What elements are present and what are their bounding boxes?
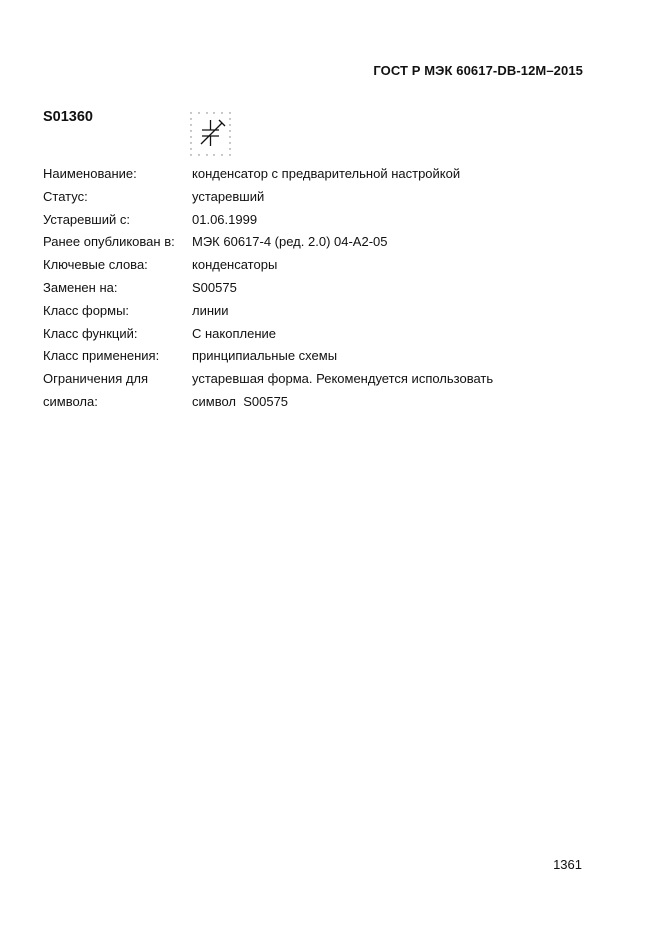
field-label: Устаревший с: bbox=[43, 211, 130, 227]
standard-header: ГОСТ Р МЭК 60617-DB-12M–2015 bbox=[373, 63, 583, 78]
field-label: символа: bbox=[43, 393, 98, 409]
symbol-code: S01360 bbox=[43, 109, 93, 125]
field-row-restrictions-cont bbox=[43, 391, 583, 414]
field-value: линии bbox=[192, 302, 229, 318]
field-row-restrictions bbox=[43, 368, 583, 391]
attribute-list bbox=[43, 163, 583, 414]
field-value: конденсатор с предварительной настройкой bbox=[192, 166, 461, 181]
field-value: S00575 bbox=[192, 279, 237, 295]
field-row-replaced-by bbox=[43, 277, 583, 300]
field-label: Заменен на: bbox=[43, 279, 118, 295]
field-label: Класс формы: bbox=[43, 302, 130, 318]
field-label: Ключевые слова: bbox=[43, 257, 148, 273]
field-row-status bbox=[43, 186, 583, 209]
field-value: символ S00575 bbox=[192, 393, 289, 409]
field-label: Класс функций: bbox=[43, 325, 138, 341]
field-row-function-class bbox=[43, 323, 583, 346]
field-row-form-class bbox=[43, 300, 583, 323]
preset-capacitor-symbol-icon bbox=[189, 110, 233, 156]
field-row-obsolete-since bbox=[43, 209, 583, 232]
field-label: Ранее опубликован в: bbox=[43, 234, 175, 250]
field-value: С накопление bbox=[192, 325, 276, 341]
field-label: Класс применения: bbox=[43, 348, 160, 364]
field-row-previously-published bbox=[43, 231, 583, 254]
field-value: МЭК 60617-4 (ред. 2.0) 04-A2-05 bbox=[192, 234, 388, 250]
field-value: устаревший bbox=[192, 188, 265, 204]
field-label: Статус: bbox=[43, 188, 88, 204]
field-value: конденсаторы bbox=[192, 257, 278, 273]
field-value: устаревшая форма. Рекомендуется использовать bbox=[192, 371, 494, 387]
field-row-application-class bbox=[43, 345, 583, 368]
field-value: 01.06.1999 bbox=[192, 211, 258, 227]
field-value: принципиальные схемы bbox=[192, 348, 338, 364]
field-row-keywords bbox=[43, 254, 583, 277]
field-label: Ограничения для bbox=[43, 371, 149, 387]
field-row-name bbox=[43, 163, 583, 186]
page-number: 1361 bbox=[553, 857, 582, 872]
field-label: Наименование: bbox=[43, 166, 137, 181]
